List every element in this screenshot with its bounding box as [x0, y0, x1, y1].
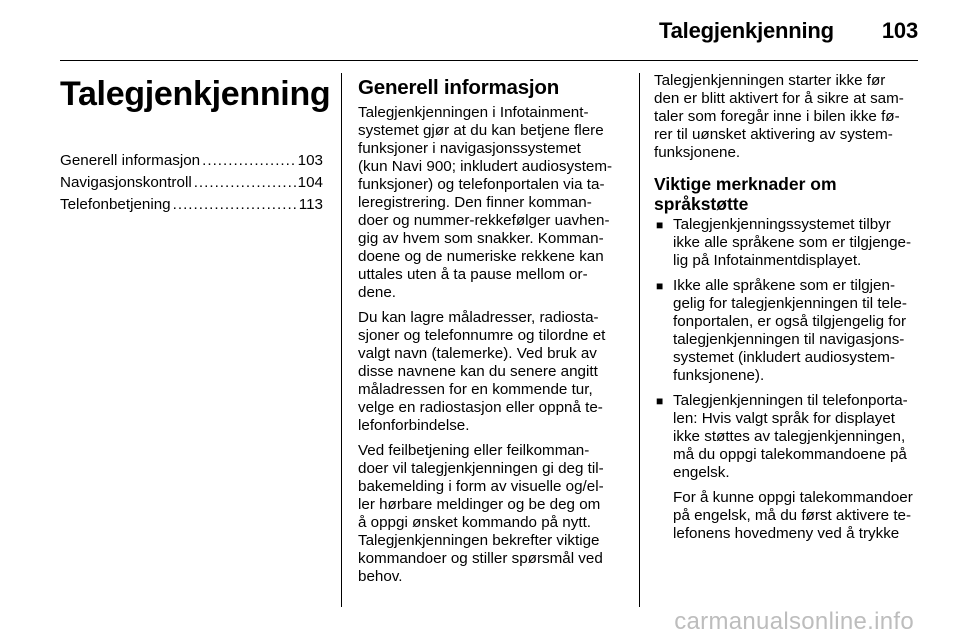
- column-divider-1: [341, 73, 342, 607]
- toc-entry-navigasjonskontroll[interactable]: [60, 174, 323, 196]
- toc-entry-page: 103: [297, 152, 323, 169]
- body-paragraph: Ved feilbetjening eller feilkomman- doer vil talegjenkjenningen gi deg til- bakemelding i form av visuelle og/el- ler hørbare meldinger og be deg om å oppgi ønsket kommando på nytt. Talegjenkjenningen bekrefter viktige kommandoer og stiller spørsmål ved behov.: [358, 442, 604, 585]
- toc-entry-label: Generell informasjon: [60, 152, 201, 169]
- list-item-text: Ikke alle språkene som er tilgjen- gelig for talegjenkjenningen til tele- fonportalen, er også tilgjengelig for talegjenkjenningen til navigasjons- systemet (inkludert audiosystem- funksjonene).: [673, 277, 907, 384]
- chapter-title: Talegjenkjenning: [60, 75, 331, 113]
- watermark: carmanualsonline.info: [674, 608, 914, 635]
- toc-leader-dots: [202, 152, 296, 170]
- toc-entry-telefonbetjening[interactable]: [60, 196, 323, 218]
- column-general-info: [358, 72, 624, 593]
- column-toc: [60, 72, 331, 218]
- page-number: 103: [881, 18, 918, 43]
- column-language-notes: [654, 72, 922, 550]
- running-title: Talegjenkjenning: [659, 18, 834, 43]
- list-item-text: Talegjenkjenningssystemet tilbyr ikke alle språkene som er tilgjenge- lig på Infotainmentdisplayet.: [673, 216, 912, 269]
- body-paragraph: For å kunne oppgi talekommandoer på engelsk, må du først aktivere te- lefonens hovedmeny ved å trykke: [673, 489, 913, 542]
- toc-entry-label: Telefonbetjening: [60, 196, 171, 213]
- subheading: Viktige merknader om språkstøtte: [654, 174, 837, 214]
- toc-entry-page: 104: [297, 174, 323, 191]
- toc-entry-page: 113: [298, 196, 323, 213]
- list-item: [654, 392, 922, 482]
- toc-entry-generell-informasjon[interactable]: [60, 152, 323, 174]
- column-divider-2: [639, 73, 640, 607]
- toc-entry-label: Navigasjonskontroll: [60, 174, 192, 191]
- table-of-contents: [60, 152, 323, 218]
- header-divider: [60, 60, 918, 61]
- list-item: [654, 216, 922, 270]
- section-title: Generell informasjon: [358, 76, 560, 99]
- list-item: [654, 277, 922, 385]
- body-paragraph: Du kan lagre måladresser, radiosta- sjoner og telefonnumre og tilordne et valgt navn (talemerke). Ved bruk av disse navnene kan du senere angitt måladressen for en kommende tur, velge en radiostasjon eller oppnå te- lefonforbindelse.: [358, 309, 606, 434]
- body-paragraph: Talegjenkjenningen starter ikke før den er blitt aktivert for å sikre at sam- taler som foregår inne i bilen ikke fø- rer til uønsket aktivering av system- funksjonene.: [654, 72, 904, 161]
- toc-leader-dots: [173, 196, 297, 214]
- body-paragraph: Talegjenkjenningen i Infotainment- systemet gjør at du kan betjene flere funksjoner i navigasjonssystemet (kun Navi 900; inkludert audiosystem- funksjoner) og telefonportalen via ta- leregistrering. Den finner komman- doer og nummer-rekkefølger uavhen- gig av hvem som snakker. Komman- doene og de numeriske rekkene kan uttales uten å ta pause mellom or- dene.: [358, 104, 613, 301]
- page-header: [659, 18, 918, 44]
- bullet-square-icon: ■: [656, 279, 664, 293]
- bullet-square-icon: ■: [656, 394, 664, 408]
- bullet-square-icon: ■: [656, 218, 664, 232]
- toc-leader-dots: [194, 174, 296, 192]
- list-item-text: Talegjenkjenningen til telefonporta- len: Hvis valgt språk for displayet ikke støttes av talegjenkjenningen, må du oppgi talekommandoene på engelsk.: [673, 392, 908, 481]
